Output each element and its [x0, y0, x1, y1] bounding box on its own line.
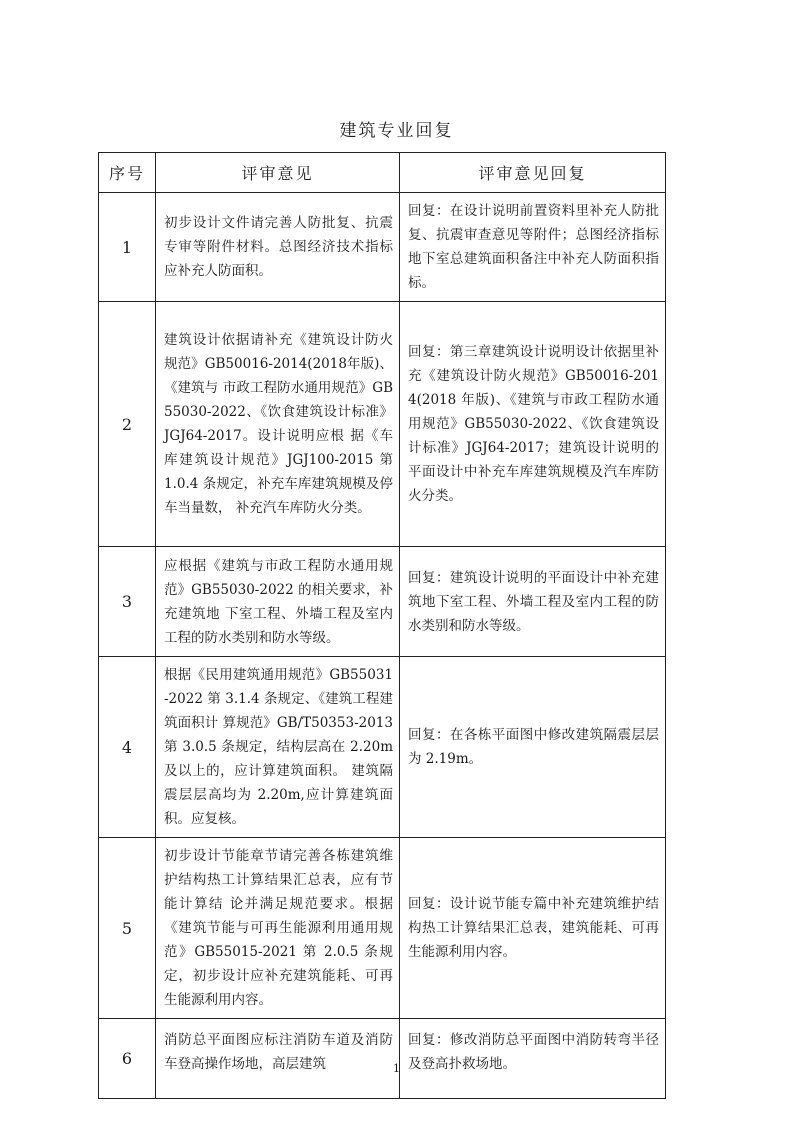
- review-comment: 根据《民用建筑通用规范》GB55031-2022 第 3.1.4 条规定、《建筑工程建筑面积计 算规范》GB/T50353-2013 第 3.0.5 条规定，结构层高在 2.20m 及以上的，应计算建筑面积。 建筑隔震层层高均为 2.20m,应计算建筑面积。应复核。: [156, 657, 400, 838]
- review-table: [98, 152, 666, 1099]
- row-number: 4: [99, 657, 156, 838]
- review-reply: 回复：建筑设计说明的平面设计中补充建筑地下室工程、外墙工程及室内工程的防水类别和防水等级。: [400, 547, 666, 657]
- header-reply: 评审意见回复: [400, 153, 666, 193]
- table-row: [99, 1019, 666, 1099]
- header-number: 序号: [99, 153, 156, 193]
- page-number: 1: [393, 1062, 400, 1075]
- review-comment: 建筑设计依据请补充《建筑设计防火规范》GB50016-2014(2018年版)、《建筑与 市政工程防水通用规范》GB55030-2022、《饮食建筑设计标准》JGJ64-2017。设计说明应根 据《车库建筑设计规范》JGJ100-2015 第 1.0.4 条规定，补充车库建筑规模及停车当量数， 补充汽车库防火分类。: [156, 302, 400, 547]
- table-row: [99, 302, 666, 547]
- table-header-row: [99, 153, 666, 193]
- review-reply: 回复：在设计说明前置资料里补充人防批复、抗震审查意见等附件；总图经济指标地下室总建筑面积备注中补充人防面积指标。: [400, 193, 666, 302]
- review-reply: 回复：第三章建筑设计说明设计依据里补充《建筑设计防火规范》GB50016-2014(2018 年版)、《建筑与市政工程防水通用规范》GB55030-2022、《饮食建筑设计标准》JGJ64-2017；建筑设计说明的平面设计中补充车库建筑规模及汽车库防火分类。: [400, 302, 666, 547]
- row-number: 6: [99, 1019, 156, 1099]
- row-number: 3: [99, 547, 156, 657]
- page-title: 建筑专业回复: [339, 121, 454, 141]
- review-comment: 初步设计文件请完善人防批复、抗震专审等附件材料。总图经济技术指标应补充人防面积。: [156, 193, 400, 302]
- table-row: [99, 547, 666, 657]
- table-row: [99, 838, 666, 1019]
- table-row: [99, 193, 666, 302]
- row-number: 5: [99, 838, 156, 1019]
- review-comment: 初步设计节能章节请完善各栋建筑维护结构热工计算结果汇总表，应有节能计算结 论并满足规范要求。根据《建筑节能与可再生能源利用通用规范》GB55015-2021 第 2.0.5 条规定，初步设计应补充建筑能耗、可再生能源利用内容。: [156, 838, 400, 1019]
- review-reply: 回复：设计说节能专篇中补充建筑维护结构热工计算结果汇总表，建筑能耗、可再生能源利用内容。: [400, 838, 666, 1019]
- review-reply: 回复：在各栋平面图中修改建筑隔震层层为 2.19m。: [400, 657, 666, 838]
- header-comment: 评审意见: [156, 153, 400, 193]
- table-row: [99, 657, 666, 838]
- row-number: 2: [99, 302, 156, 547]
- review-reply: 回复：修改消防总平面图中消防转弯半径及登高扑救场地。: [400, 1019, 666, 1099]
- review-comment: 消防总平面图应标注消防车道及消防车登高操作场地，高层建筑: [156, 1019, 400, 1099]
- row-number: 1: [99, 193, 156, 302]
- review-comment: 应根据《建筑与市政工程防水通用规范》GB55030-2022 的相关要求，补充建筑地 下室工程、外墙工程及室内工程的防水类别和防水等级。: [156, 547, 400, 657]
